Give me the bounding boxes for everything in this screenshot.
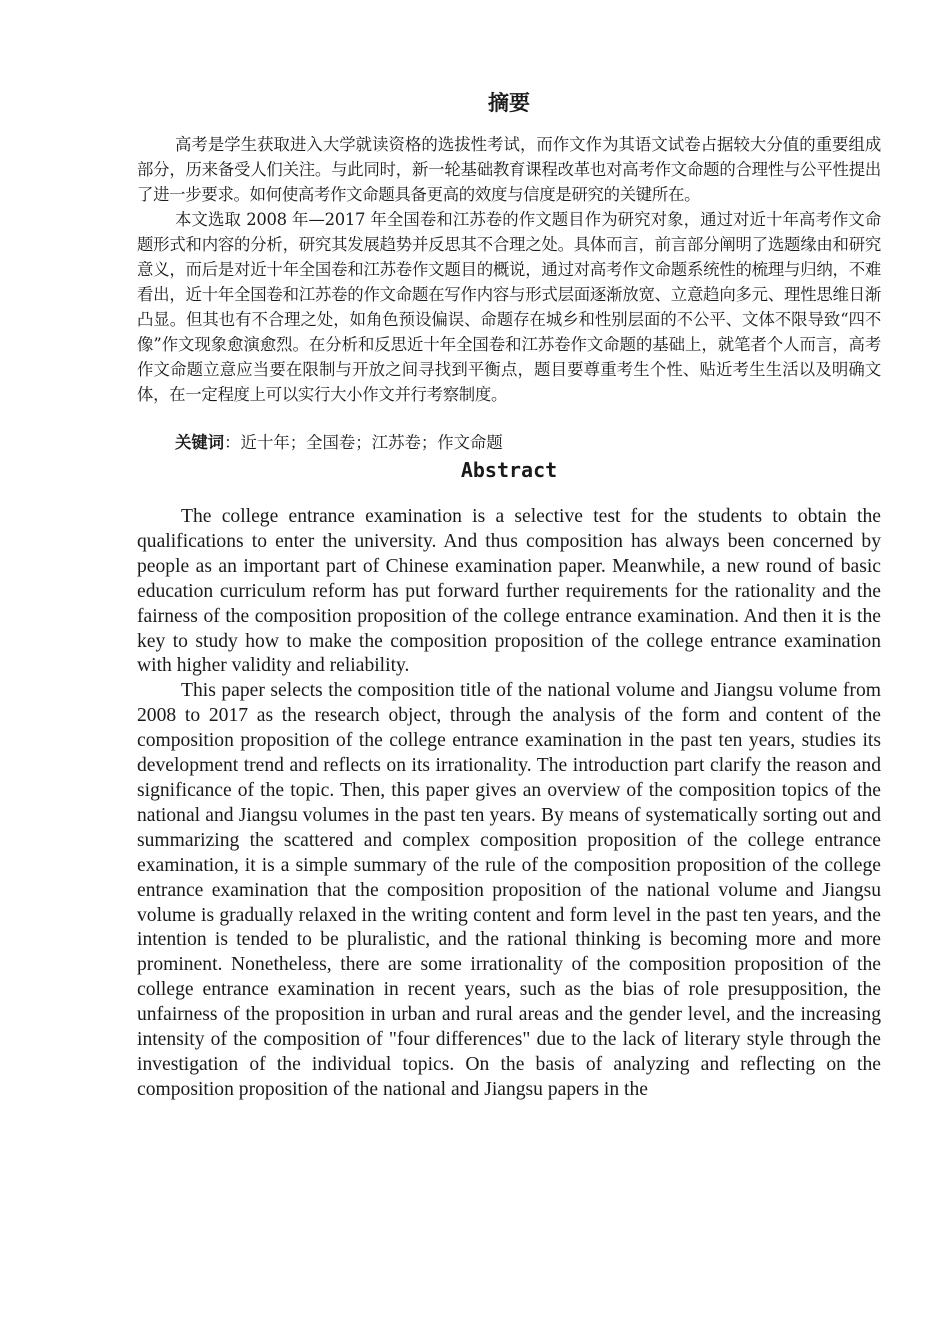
chinese-abstract-paragraph-1: 高考是学生获取进入大学就读资格的选拔性考试，而作文作为其语文试卷占据较大分值的重要组成部分，历来备受人们关注。与此同时，新一轮基础教育课程改革也对高考作文命题的合理性与公平性提出了进一步要求。如何使高考作文命题具备更高的效度与信度是研究的关键所在。 — [137, 135, 881, 204]
keywords-text: ：近十年；全国卷；江苏卷；作文命题 — [224, 433, 503, 452]
english-abstract-paragraph-1: The college entrance examination is a selective test for the students to obtain the qualifications to enter the university. And thus composition has always been concerned by people as an important part of Chinese examination paper. Meanwhile, a new round of basic education curriculum reform has put forward further requirements for the rationality and the fairness of the composition proposition of the college entrance examination. And then it is the key to study how to make the composition proposition of the college entrance examination with higher validity and reliability. — [137, 506, 881, 677]
document-page — [137, 88, 881, 1103]
keywords-label: 关键词 — [175, 433, 225, 452]
chinese-abstract-paragraph-2: 本文选取 2008 年—2017 年全国卷和江苏卷的作文题目作为研究对象，通过对近十年高考作文命题形式和内容的分析，研究其发展趋势并反思其不合理之处。具体而言，前言部分阐明了选题缘由和研究意义，而后是对近十年全国卷和江苏卷作文题目的概说，通过对高考作文命题系统性的梳理与归纳，不难看出，近十年全国卷和江苏卷的作文命题在写作内容与形式层面逐渐放宽、立意趋向多元、理性思维日渐凸显。但其也有不合理之处，如角色预设偏误、命题存在城乡和性别层面的不公平、文体不限导致“四不像”作文现象愈演愈烈。在分析和反思近十年全国卷和江苏卷作文命题的基础上，就笔者个人而言，高考作文命题立意应当要在限制与开放之间寻找到平衡点，题目要尊重考生个性、贴近考生生活以及明确文体，在一定程度上可以实行大小作文并行考察制度。 — [137, 210, 881, 404]
english-abstract-paragraph-2: This paper selects the composition title of the national volume and Jiangsu volume from 2008 to 2017 as the research object, through the analysis of the form and content of the composition proposition of the college entrance examination in the past ten years, studies its development trend and reflects on its irrationality. The introduction part clarify the reason and significance of the topic. Then, this paper gives an overview of the composition topics of the national and Jiangsu volumes in the past ten years. By means of systematically sorting out and summarizing the scattered and complex composition proposition of the college entrance examination, it is a simple summary of the rule of the composition proposition of the college entrance examination that the composition proposition of the national volume and Jiangsu volume is gradually relaxed in the writing content and form level in the past ten years, and the intention is tended to be pluralistic, and the rational thinking is becoming more and more prominent. Nonetheless, there are some irrationality of the composition proposition of the college entrance examination in recent years, such as the bias of role presupposition, the unfairness of the proposition in urban and rural areas and the gender level, and the increasing intensity of the composition of "four differences" due to the lack of literary style through the investigation of the individual topics. On the basis of analyzing and reflecting on the composition proposition of the national and Jiangsu papers in the — [137, 680, 881, 1100]
english-abstract-title: Abstract — [460, 458, 558, 482]
chinese-keywords — [175, 430, 881, 455]
chinese-abstract-title: 摘要 — [488, 91, 530, 115]
